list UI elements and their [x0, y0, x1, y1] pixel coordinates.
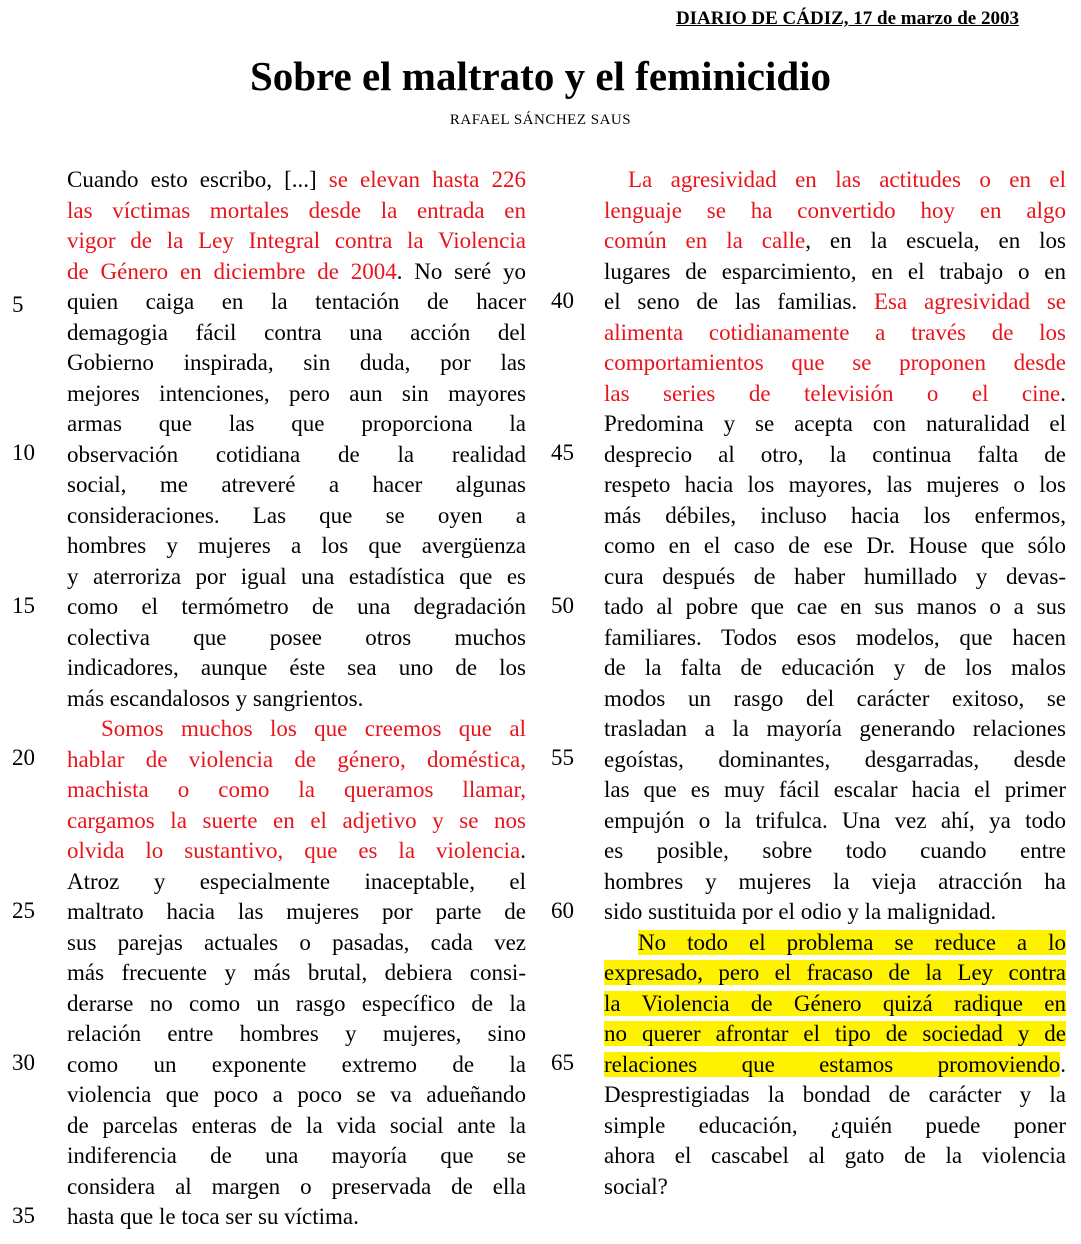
text-segment: y aterroriza por igual una estadística que es	[67, 563, 526, 589]
article-column-right	[604, 165, 1066, 1202]
article-column-left	[67, 165, 526, 1233]
text-line	[67, 440, 526, 471]
line-number: 50	[551, 593, 574, 618]
text-line	[67, 1141, 526, 1172]
text-line	[67, 226, 526, 257]
text-segment: social, me atreveré a hacer algunas	[67, 472, 526, 497]
text-line	[604, 897, 1066, 928]
red-text: alimenta cotidianamente a través de los	[604, 319, 1066, 345]
text-line	[604, 1141, 1066, 1172]
text-line	[67, 1080, 526, 1111]
text-line	[67, 165, 526, 196]
text-segment: más frecuente y más brutal, debiera consi-	[67, 960, 526, 985]
text-segment: violencia que poco a poco se va adueñando	[67, 1082, 526, 1107]
line-number: 20	[12, 745, 35, 770]
text-line	[604, 501, 1066, 532]
text-line	[604, 348, 1066, 379]
text-segment: las que es muy fácil escalar hacia el primer	[604, 777, 1066, 802]
text-segment: es posible, sobre todo cuando entre	[604, 838, 1066, 863]
text-line	[67, 1172, 526, 1203]
text-segment: demagogia fácil contra una acción del	[67, 319, 526, 345]
text-segment: . No seré yo	[396, 258, 526, 284]
text-segment: cura después de haber humillado y devas-	[604, 563, 1066, 589]
text-line	[67, 257, 526, 288]
text-line	[67, 379, 526, 410]
red-text: se elevan hasta 226	[328, 167, 526, 192]
text-line	[604, 257, 1066, 288]
line-number: 35	[12, 1203, 35, 1228]
text-segment: hombres y mujeres la vieja atracción ha	[604, 868, 1066, 894]
text-segment: quien caiga en la tentación de hacer	[67, 289, 526, 314]
text-segment: simple educación, ¿quién puede poner	[604, 1112, 1066, 1138]
text-segment: ahora el cascabel al gato de la violencia	[604, 1143, 1066, 1168]
text-segment: más débiles, incluso hacia los enfermos,	[604, 502, 1066, 528]
text-line	[604, 623, 1066, 654]
line-number: 55	[551, 745, 574, 770]
text-segment: Gobierno inspirada, sin duda, por las	[67, 350, 526, 375]
text-segment: hombres y mujeres a los que avergüenza	[67, 533, 526, 558]
text-line	[67, 1202, 526, 1233]
text-line	[604, 775, 1066, 806]
text-segment: Atroz y especialmente inaceptable, el	[67, 868, 526, 894]
red-text: de Género en diciembre de 2004	[67, 258, 397, 284]
red-text: Somos muchos los que creemos que al	[101, 716, 526, 741]
text-line	[604, 806, 1066, 837]
text-line	[604, 379, 1066, 410]
text-segment: .	[520, 838, 526, 863]
red-text: lenguaje se ha convertido hoy en algo	[604, 197, 1066, 223]
red-text: comportamientos que se proponen desde	[604, 350, 1066, 375]
text-segment: lugares de esparcimiento, en el trabajo o en	[604, 258, 1066, 284]
text-line	[604, 836, 1066, 867]
text-line	[604, 531, 1066, 562]
text-segment: relación entre hombres y mujeres, sino	[67, 1021, 526, 1046]
text-line	[67, 470, 526, 501]
text-line	[67, 928, 526, 959]
article-title: Sobre el maltrato y el feminicidio	[249, 53, 832, 99]
text-segment: indiferencia de una mayoría que se	[67, 1143, 526, 1168]
text-segment: como en el caso de ese Dr. House que sólo	[604, 533, 1066, 558]
text-line	[67, 1111, 526, 1142]
red-text: machista o como la queramos llamar,	[67, 777, 526, 802]
highlighted-text: la Violencia de Género quizá radique en	[604, 990, 1066, 1016]
text-line	[67, 958, 526, 989]
text-segment: respeto hacia los mayores, las mujeres o los	[604, 472, 1066, 497]
text-line	[67, 867, 526, 898]
text-line	[67, 562, 526, 593]
text-line	[604, 1019, 1066, 1050]
text-line	[67, 348, 526, 379]
text-segment: colectiva que posee otros muchos	[67, 624, 526, 650]
red-text: olvida lo sustantivo, que es la violencia	[67, 838, 521, 863]
text-segment: desprecio al otro, la continua falta de	[604, 441, 1066, 467]
line-number: 40	[551, 288, 574, 313]
text-line	[604, 440, 1066, 471]
text-line	[67, 989, 526, 1020]
text-line	[67, 653, 526, 684]
text-segment: empujón o la trifulca. Una vez ahí, ya todo	[604, 807, 1066, 833]
text-line	[604, 1111, 1066, 1142]
text-segment: mejores intenciones, pero aun sin mayores	[67, 380, 526, 406]
text-line	[604, 409, 1066, 440]
highlighted-text: No todo el problema se reduce a lo	[638, 929, 1066, 955]
text-segment: hasta que le toca ser su víctima.	[67, 1204, 359, 1229]
line-number: 5	[12, 292, 24, 317]
red-text: vigor de la Ley Integral contra la Violencia	[67, 228, 526, 253]
text-segment: .	[1060, 380, 1066, 406]
text-line	[604, 653, 1066, 684]
red-text: las víctimas mortales desde la entrada en	[67, 197, 526, 223]
text-segment: maltrato hacia las mujeres por parte de	[67, 899, 526, 924]
text-line	[67, 287, 526, 318]
text-segment: de la falta de educación y de los malos	[604, 655, 1066, 680]
text-line	[604, 196, 1066, 227]
red-text: cargamos la suerte en el adjetivo y se nos	[67, 807, 526, 833]
text-line	[67, 531, 526, 562]
text-line	[604, 1050, 1066, 1081]
text-line	[604, 684, 1066, 715]
text-segment: Predomina y se acepta con naturalidad el	[604, 411, 1066, 436]
highlighted-text: relaciones que estamos promoviendo	[604, 1051, 1061, 1077]
text-segment: social?	[604, 1173, 668, 1199]
line-number: 45	[551, 440, 574, 465]
line-number: 25	[12, 898, 35, 923]
text-line	[604, 226, 1066, 257]
text-segment: tado al pobre que cae en sus manos o a sus	[604, 594, 1066, 619]
text-line	[604, 470, 1066, 501]
line-number: 10	[12, 440, 35, 465]
text-line	[67, 806, 526, 837]
red-text: Esa agresividad se	[873, 289, 1066, 314]
text-line	[67, 1050, 526, 1081]
text-segment: , en la escuela, en los	[805, 228, 1066, 253]
text-line	[67, 501, 526, 532]
red-text: común en la calle	[604, 228, 806, 253]
text-line	[604, 1172, 1066, 1203]
text-line	[67, 592, 526, 623]
text-segment: trasladan a la mayoría generando relaciones	[604, 716, 1066, 741]
text-segment: armas que las que proporciona la	[67, 411, 526, 436]
newspaper-source: DIARIO DE CÁDIZ, 17 de marzo de 2003	[675, 8, 1019, 29]
text-segment: Desprestigiadas la bondad de carácter y la	[604, 1082, 1066, 1107]
highlighted-text: no querer afrontar el tipo de sociedad y de	[604, 1021, 1066, 1046]
text-segment: derarse no como un rasgo específico de la	[67, 990, 526, 1016]
text-line	[604, 1080, 1066, 1111]
red-text: La agresividad en las actitudes o en el	[628, 167, 1066, 192]
text-segment: indicadores, aunque éste sea uno de los	[67, 655, 526, 680]
text-line	[67, 684, 526, 715]
text-line	[604, 165, 1066, 196]
text-segment: observación cotidiana de la realidad	[67, 441, 526, 467]
text-line	[604, 958, 1066, 989]
text-segment: egoístas, dominantes, desgarradas, desde	[604, 746, 1066, 772]
red-text: hablar de violencia de género, doméstica,	[67, 746, 526, 772]
text-segment: de parcelas enteras de la vida social ante la	[67, 1112, 526, 1138]
line-number: 60	[551, 898, 574, 923]
text-line	[604, 318, 1066, 349]
text-segment: como el termómetro de una degradación	[67, 594, 526, 619]
text-line	[67, 836, 526, 867]
red-text: las series de televisión o el cine	[604, 380, 1061, 406]
text-line	[67, 318, 526, 349]
line-number: 15	[12, 593, 35, 618]
text-segment: consideraciones. Las que se oyen a	[67, 502, 526, 528]
text-line	[67, 714, 526, 745]
text-line	[67, 409, 526, 440]
text-segment: Cuando esto escribo, [...]	[67, 167, 329, 192]
text-segment: como un exponente extremo de la	[67, 1051, 526, 1077]
text-segment: sus parejas actuales o pasadas, cada vez	[67, 929, 526, 955]
text-segment: modos un rasgo del carácter exitoso, se	[604, 685, 1066, 711]
highlighted-text: expresado, pero el fracaso de la Ley contra	[604, 960, 1066, 985]
text-line	[67, 775, 526, 806]
article-author: RAFAEL SÁNCHEZ SAUS	[449, 112, 632, 128]
text-segment: sido sustituida por el odio y la malignidad.	[604, 899, 997, 924]
text-line	[67, 1019, 526, 1050]
text-segment: más escandalosos y sangrientos.	[67, 685, 364, 711]
text-line	[67, 897, 526, 928]
text-line	[604, 928, 1066, 959]
line-number: 65	[551, 1050, 574, 1075]
text-line	[604, 287, 1066, 318]
text-line	[604, 714, 1066, 745]
text-line	[604, 745, 1066, 776]
text-segment: familiares. Todos esos modelos, que hacen	[604, 624, 1066, 650]
text-line	[604, 562, 1066, 593]
text-line	[67, 623, 526, 654]
text-line	[604, 592, 1066, 623]
text-line	[67, 196, 526, 227]
text-segment: .	[1060, 1051, 1066, 1077]
text-line	[67, 745, 526, 776]
text-line	[604, 867, 1066, 898]
line-number: 30	[12, 1050, 35, 1075]
text-segment: el seno de las familias.	[604, 289, 874, 314]
text-segment: considera al margen o preservada de ella	[67, 1173, 526, 1199]
text-line	[604, 989, 1066, 1020]
